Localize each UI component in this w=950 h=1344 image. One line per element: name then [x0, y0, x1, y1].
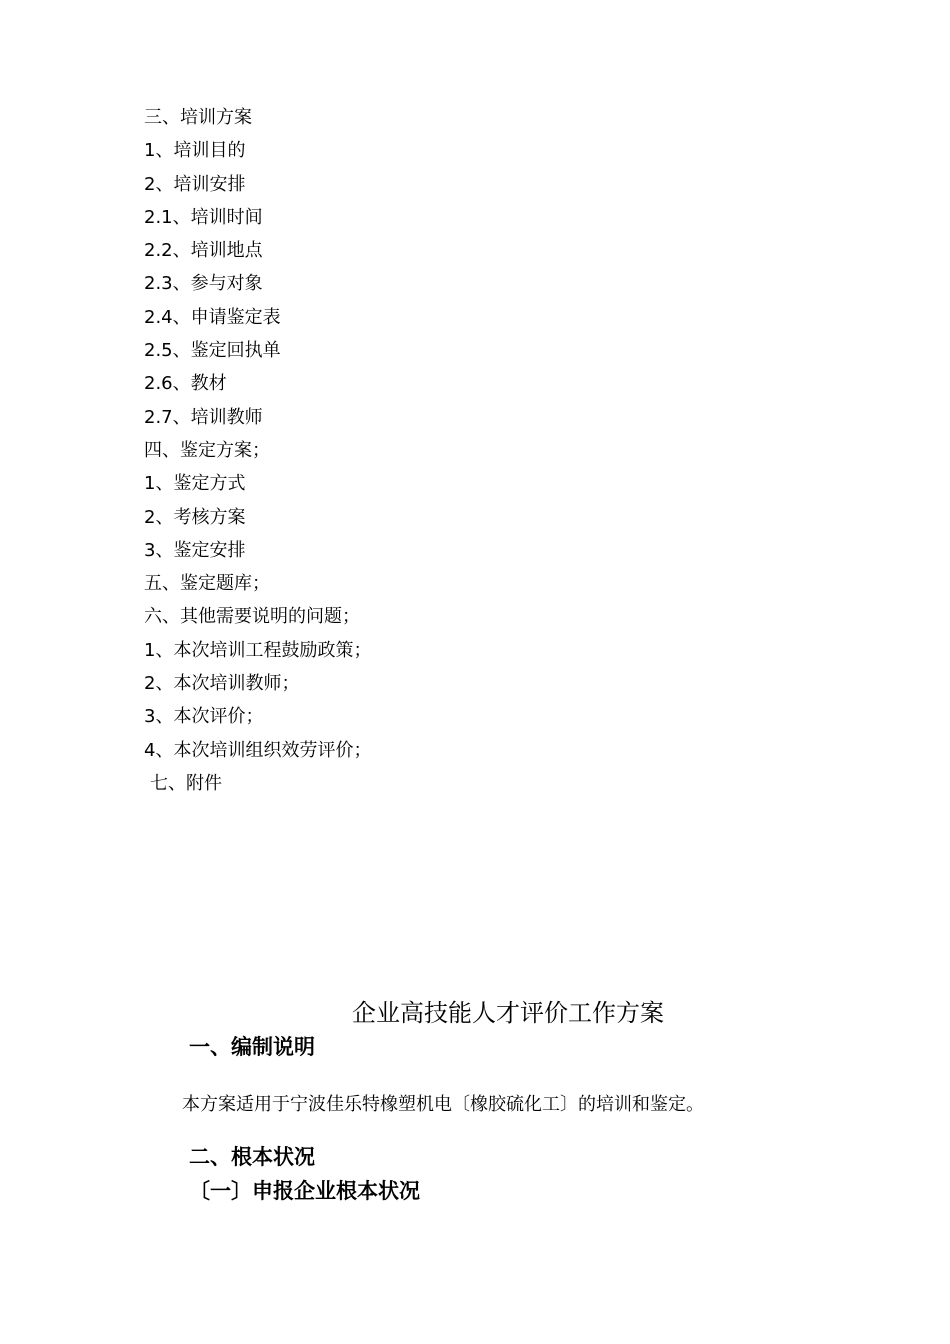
section-heading-compilation-notes: 一、编制说明 [189, 1035, 315, 1059]
toc-item: 2.6、教材 [144, 373, 227, 395]
toc-item: 2.5、鉴定回执单 [144, 340, 281, 362]
toc-item: 2.7、培训教师 [144, 406, 263, 428]
toc-item: 五、鉴定题库； [144, 573, 270, 595]
toc-item: 2、培训安排 [144, 173, 246, 195]
toc-item: 1、本次培训工程鼓励政策； [144, 639, 372, 661]
toc-item: 3、本次评价； [144, 706, 264, 728]
section-paragraph-scope: 本方案适用于宁波佳乐特橡塑机电〔橡胶硫化工〕的培训和鉴定。 [182, 1094, 704, 1115]
toc-item: 1、鉴定方式 [144, 473, 246, 495]
toc-item: 四、鉴定方案； [144, 439, 270, 461]
toc-item: 2、本次培训教师； [144, 673, 300, 695]
toc-item: 2.2、培训地点 [144, 240, 263, 262]
document-title: 企业高技能人才评价工作方案 [352, 999, 664, 1027]
toc-item: 3、鉴定安排 [144, 539, 246, 561]
toc-item: 2.3、参与对象 [144, 273, 263, 295]
table-of-contents [144, 101, 371, 800]
toc-item: 1、培训目的 [144, 140, 246, 162]
subsection-heading-enterprise-status: 〔一〕申报企业根本状况 [189, 1179, 420, 1203]
toc-item: 2.4、申请鉴定表 [144, 306, 281, 328]
toc-item: 三、培训方案 [144, 107, 252, 128]
section-heading-basic-status: 二、根本状况 [189, 1145, 315, 1169]
toc-item: 七、附件 [150, 772, 222, 794]
toc-item: 2.1、培训时间 [144, 206, 263, 228]
toc-item: 4、本次培训组织效劳评价； [144, 739, 372, 761]
toc-item: 六、其他需要说明的问题； [144, 606, 360, 628]
toc-item: 2、考核方案 [144, 506, 246, 528]
